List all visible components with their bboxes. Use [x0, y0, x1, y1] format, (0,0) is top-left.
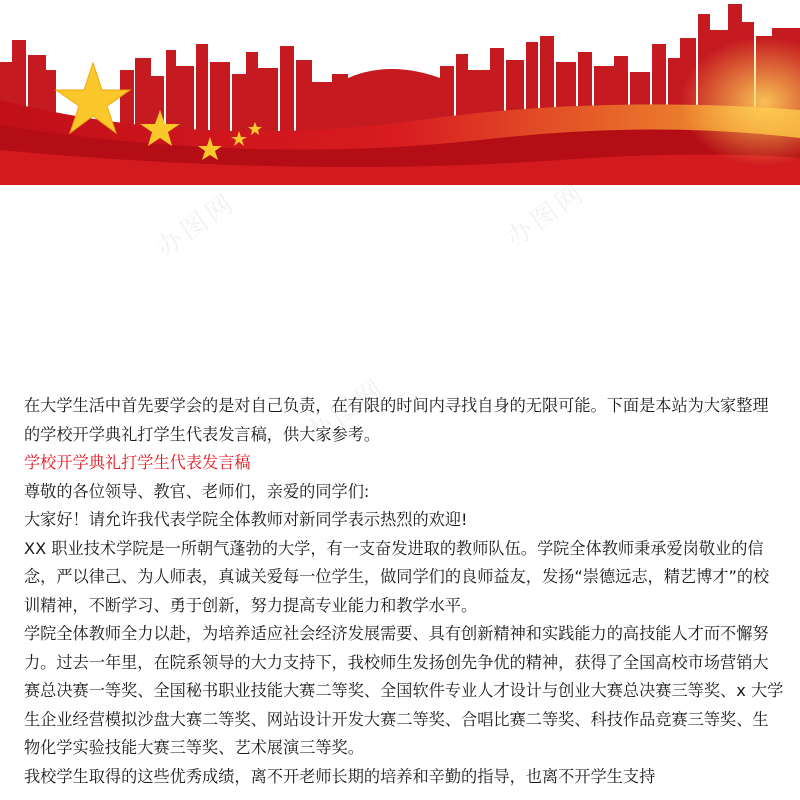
article-heading[interactable]: 学校开学典礼打学生代表发言稿 — [24, 453, 251, 472]
watermark-text: 办图网 — [500, 177, 592, 254]
header-banner — [0, 0, 800, 185]
article-body — [24, 392, 784, 791]
body-paragraph: 我校学生取得的这些优秀成绩，离不开老师长期的培养和辛勤的指导，也离不开学生支持 — [24, 766, 656, 786]
watermark-text: 办图网 — [300, 372, 392, 449]
body-paragraph: 学院全体教师全力以赴，为培养适应社会经济发展需要、具有创新精神和实践能力的高技能人才而不懈努力。过去一年里，在院系领导的大力支持下，我校师生发扬创先争优的精神，获得了全国高校市场营销大赛总决赛一等奖、全国秘书职业技能大赛二等奖、全国软件专业人才设计与创业大赛总决赛三等奖、x 大学生企业经营模拟沙盘大赛二等奖、网站设计开发大赛二等奖、合唱比赛二等奖、科技作品竞赛三等奖、生物化学实验技能大赛三等奖、艺术展演三等奖。 — [24, 624, 784, 757]
greeting-line: 尊敬的各位领导、教官、老师们，亲爱的同学们: — [24, 481, 370, 501]
body-paragraph: XX 职业技术学院是一所朝气蓬勃的大学，有一支奋发进取的教师队伍。学院全体教师秉承爱岗敬业的信念，严以律己、为人师表，真诚关爱每一位学生，做同学们的良师益友，发扬“崇德远志，精艺博才”的校训精神，不断学习、勇于创新，努力提高专业能力和教学水平。 — [24, 538, 770, 615]
intro-paragraph: 在大学生活中首先要学会的是对自己负责，在有限的时间内寻找自身的无限可能。下面是本站为大家整理的学校开学典礼打学生代表发言稿，供大家参考。 — [24, 396, 769, 444]
city-skyline-illustration — [0, 0, 800, 185]
watermark-text: 办图网 — [150, 187, 242, 264]
welcome-line: 大家好！请允许我代表学院全体教师对新同学表示热烈的欢迎! — [24, 510, 468, 529]
